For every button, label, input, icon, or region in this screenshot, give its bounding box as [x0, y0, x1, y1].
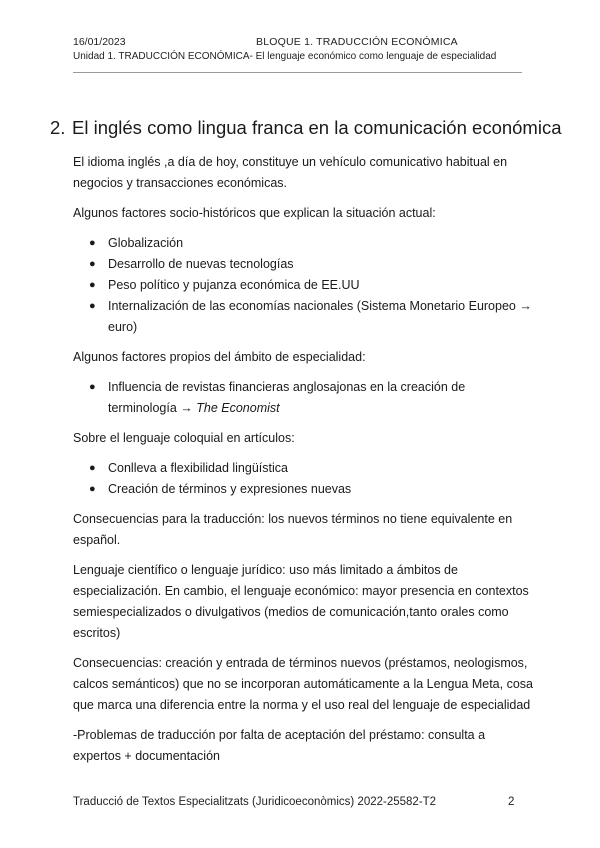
list-item: ● Globalización	[73, 233, 533, 254]
document-body	[73, 152, 533, 776]
bullet-icon: ●	[89, 237, 96, 249]
specialty-heading: Algunos factores propios del ámbito de especialidad:	[73, 350, 366, 364]
list-item: ● Influencia de revistas financieras anglosajonas en la creación de terminología → The Economist	[73, 377, 533, 419]
colloquial-heading: Sobre el lenguaje coloquial en artículos:	[73, 431, 295, 445]
header-block-title: BLOQUE 1. TRADUCCIÓN ECONÓMICA	[256, 36, 458, 48]
socio-historic-list	[73, 233, 533, 338]
page-number: 2	[508, 796, 515, 808]
specialty-list	[73, 377, 533, 419]
socio-historic-heading: Algunos factores socio-históricos que explican la situación actual:	[73, 206, 436, 220]
bullet-icon: ●	[89, 483, 96, 495]
list-item: ● Conlleva a flexibilidad lingüística	[73, 458, 533, 479]
list-item: ● Desarrollo de nuevas tecnologías	[73, 254, 533, 275]
publication-title: The Economist	[196, 401, 280, 415]
header-date: 16/01/2023	[73, 36, 126, 48]
section-title: El inglés como lingua franca en la comunicación económica	[72, 117, 562, 138]
list-item: ● Creación de términos y expresiones nuevas	[73, 479, 533, 500]
intro-paragraph: El idioma inglés ,a día de hoy, constituye un vehículo comunicativo habitual en negocios y transacciones económicas.	[73, 155, 508, 190]
header-unit-title: Unidad 1. TRADUCCIÓN ECONÓMICA- El lenguaje económico como lenguaje de especialidad	[73, 51, 497, 62]
section-number: 2.	[50, 117, 66, 138]
bullet-icon: ●	[89, 279, 96, 291]
translation-consequences-paragraph: Consecuencias para la traducción: los nuevos términos no tiene equivalente en español.	[73, 512, 513, 547]
footer-course: Traducció de Textos Especialitzats (Juridicoeconòmics) 2022-25582-T2	[73, 796, 437, 808]
header-divider	[73, 72, 522, 73]
bullet-icon: ●	[89, 258, 96, 270]
list-item: ● Internalización de las economías nacionales (Sistema Monetario Europeo → euro)	[73, 296, 533, 338]
bullet-icon: ●	[89, 381, 96, 393]
term-consequences-paragraph: Consecuencias: creación y entrada de términos nuevos (préstamos, neologismos, calcos semánticos) que no se incorporan automáticamente a la Lengua Meta, cosa que marca una diferencia entre la norma y el uso real del lenguaje de especialidad	[73, 656, 533, 712]
bullet-icon: ●	[89, 462, 96, 474]
translation-problems-paragraph: -Problemas de traducción por falta de aceptación del préstamo: consulta a expertos + documentación	[73, 728, 486, 763]
bullet-icon: ●	[89, 300, 96, 312]
scientific-language-paragraph: Lenguaje científico o lenguaje jurídico: uso más limitado a ámbitos de especialización. En cambio, el lenguaje económico: mayor presencia en contextos semiespecializados o divulgativos (medios de comunicación,tanto orales como escritos)	[73, 563, 529, 640]
list-item: ● Peso político y pujanza económica de EE.UU	[73, 275, 533, 296]
section-heading	[50, 117, 562, 139]
colloquial-list	[73, 458, 533, 500]
